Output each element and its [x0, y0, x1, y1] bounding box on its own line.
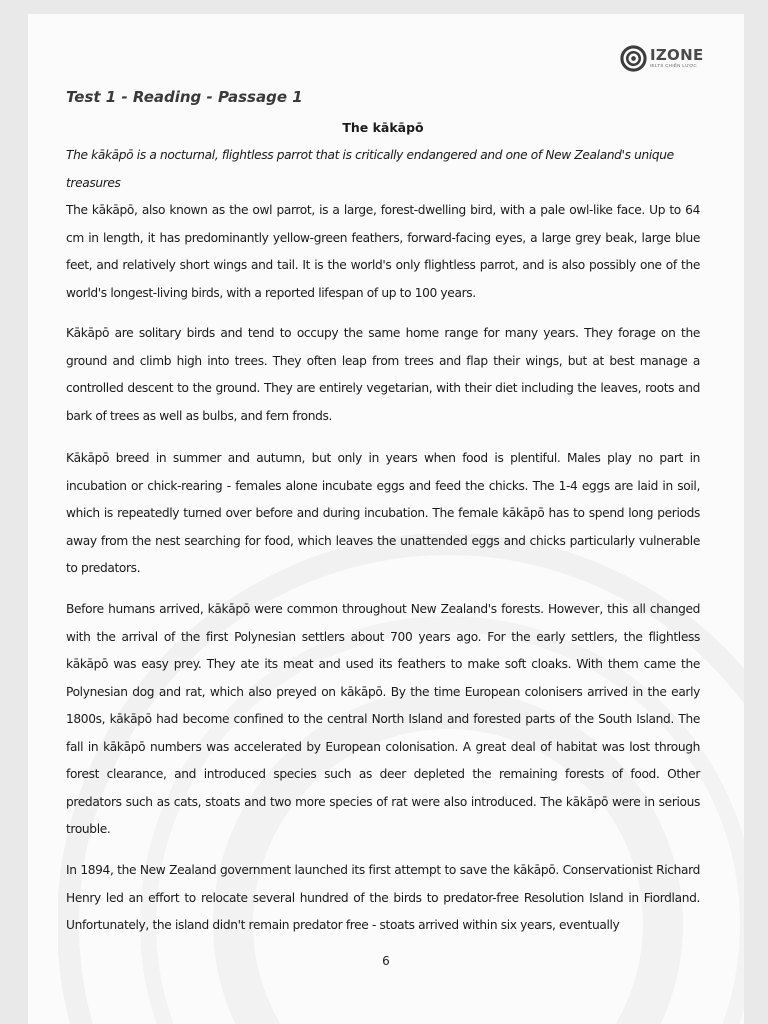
passage-intro: The kākāpō is a nocturnal, flightless parrot that is critically endangered and one of New Zealand's unique treasures — [66, 148, 674, 190]
paragraph-1: The kākāpō, also known as the owl parrot, is a large, forest-dwelling bird, with a pale owl-like face. Up to 64 cm in length, it has predominantly yellow-green feathers, forward-facing eyes, a large grey beak, large blue feet, and relatively short wings and tail. It is the world's only flightless parrot, and is also possibly one of the world's longest-living birds, with a reported lifespan of up to 100 years. — [66, 203, 700, 300]
paragraph-5: In 1894, the New Zealand government launched its first attempt to save the kākāpō. Conservationist Richard Henry led an effort to relocate several hundred of the birds to predator-free Resolution Island in Fiordland. Unfortunately, the island didn't remain predator free - stoats arrived within six years, eventually — [66, 863, 700, 932]
izone-logo — [620, 45, 704, 72]
logo-tagline: IELTS CHIẾN LƯỢC — [650, 63, 697, 69]
passage-title: The kākāpō — [342, 120, 424, 135]
page-number: 6 — [382, 954, 390, 968]
logo-name: IZONE — [650, 46, 704, 65]
test-title: Test 1 - Reading - Passage 1 — [66, 88, 303, 106]
paragraph-4: Before humans arrived, kākāpō were common throughout New Zealand's forests. However, this all changed with the arrival of the first Polynesian settlers about 700 years ago. For the early settlers, the flightless kākāpō was easy prey. They ate its meat and used its feathers to make soft cloaks. With them came the Polynesian dog and rat, which also preyed on kākāpō. By the time European colonisers arrived in the early 1800s, kākāpō had become confined to the central North Island and forested parts of the South Island. The fall in kākāpō numbers was accelerated by European colonisation. A great deal of habitat was lost through forest clearance, and introduced species such as deer depleted the remaining forests of food. Other predators such as cats, stoats and two more species of rat were also introduced. The kākāpō were in serious trouble. — [66, 602, 700, 836]
paragraph-3: Kākāpō breed in summer and autumn, but only in years when food is plentiful. Males play no part in incubation or chick-rearing - females alone incubate eggs and feed the chicks. The 1-4 eggs are laid in soil, which is repeatedly turned over before and during incubation. The female kākāpō has to spend long periods away from the nest searching for food, which leaves the unattended eggs and chicks particularly vulnerable to predators. — [66, 451, 700, 575]
document-page — [28, 14, 744, 1024]
izone-logo-mark-icon — [620, 45, 647, 72]
paragraph-2: Kākāpō are solitary birds and tend to occupy the same home range for many years. They forage on the ground and climb high into trees. They often leap from trees and flap their wings, but at best manage a controlled descent to the ground. They are entirely vegetarian, with their diet including the leaves, roots and bark of trees as well as bulbs, and fern fronds. — [66, 326, 700, 423]
